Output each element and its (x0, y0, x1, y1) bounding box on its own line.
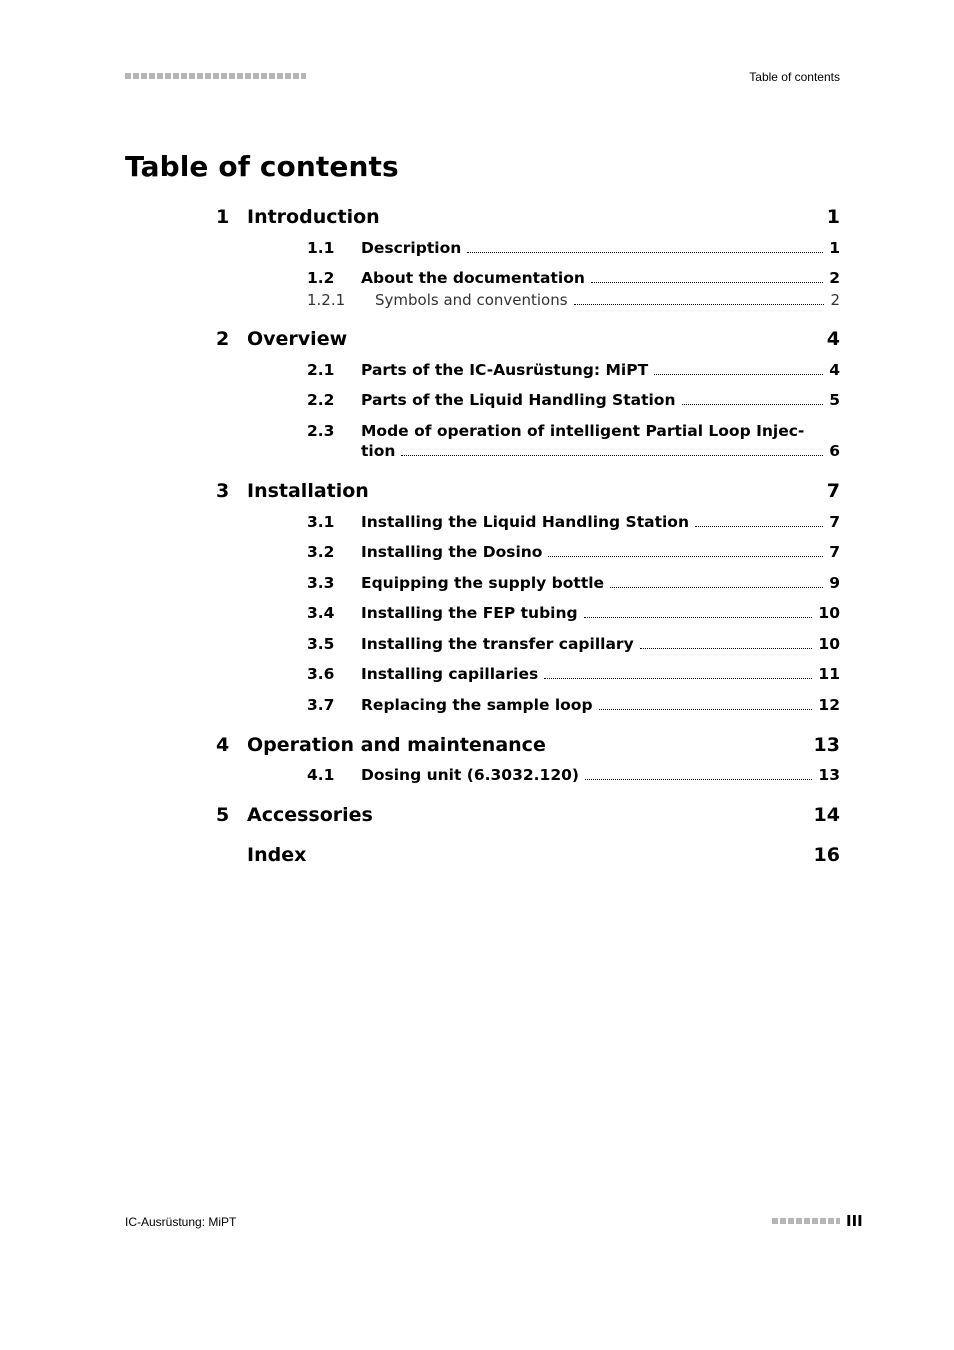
section-title: Dosing unit (6.3032.120) (361, 766, 579, 784)
section-number: 3.2 (307, 543, 335, 561)
section-title: Installing the Liquid Handling Station (361, 513, 689, 531)
header-decoration-squares (125, 73, 306, 80)
leader-dots (599, 708, 813, 710)
section-title: Replacing the sample loop (361, 696, 593, 714)
chapter-number: 1 (216, 206, 230, 228)
section-title: About the documentation (361, 269, 585, 287)
section-page: 11 (818, 665, 840, 683)
section-title: Parts of the IC-Ausrüstung: MiPT (361, 361, 649, 379)
chapter-title: Operation and maintenance (247, 734, 546, 756)
section-page: 12 (818, 696, 840, 714)
section-number: 3.4 (307, 604, 335, 622)
section-number: 1.1 (307, 239, 335, 257)
section-title: Installing the Dosino (361, 543, 543, 561)
section-number: 2.2 (307, 391, 335, 409)
chapter-page: 13 (813, 734, 840, 756)
leader-dots (695, 525, 823, 527)
chapter-title: Accessories (247, 804, 373, 826)
leader-dots (401, 454, 823, 456)
leader-dots (591, 281, 823, 283)
chapter-page: 1 (826, 206, 840, 228)
leader-dots (682, 403, 824, 405)
chapter-title: Installation (247, 480, 369, 502)
section-page: 4 (829, 361, 840, 379)
section-title-line-2: tion (361, 442, 396, 460)
chapter-page: 4 (826, 328, 840, 350)
section-title: Equipping the supply bottle (361, 574, 605, 592)
chapter-page: 7 (826, 480, 840, 502)
section-page: 7 (829, 513, 840, 531)
chapter-number: 4 (216, 734, 230, 756)
chapter-title: Introduction (247, 206, 380, 228)
section-title: Description (361, 239, 462, 257)
section-number: 4.1 (307, 766, 335, 784)
leader-dots (584, 616, 813, 618)
subsection-page: 2 (830, 291, 840, 309)
section-title: Installing capillaries (361, 665, 539, 683)
leader-dots (640, 647, 813, 649)
section-page: 9 (829, 574, 840, 592)
section-title-line-1: Mode of operation of intelligent Partial Loop Injec- (361, 422, 805, 440)
subsection-title: Symbols and conventions (375, 291, 568, 309)
chapter-page: 14 (813, 804, 840, 826)
section-number: 3.6 (307, 665, 335, 683)
section-number: 3.1 (307, 513, 335, 531)
section-number: 2.3 (307, 422, 335, 440)
footer-decoration-squares (772, 1218, 840, 1225)
section-number: 1.2 (307, 269, 335, 287)
leader-dots (467, 251, 823, 253)
section-title: Installing the transfer capillary (361, 635, 634, 653)
section-number: 3.5 (307, 635, 335, 653)
section-page: 10 (818, 604, 840, 622)
leader-dots (544, 677, 812, 679)
chapter-number: 2 (216, 328, 230, 350)
leader-dots (585, 778, 812, 780)
chapter-number: 5 (216, 804, 230, 826)
footer-document-name: IC-Ausrüstung: MiPT (125, 1215, 237, 1229)
section-title: Installing the FEP tubing (361, 604, 578, 622)
leader-dots (610, 586, 823, 588)
running-header-title: Table of contents (749, 70, 840, 84)
section-page: 6 (829, 442, 840, 460)
section-page: 2 (829, 269, 840, 287)
section-number: 2.1 (307, 361, 335, 379)
section-page: 7 (829, 543, 840, 561)
page-title: Table of contents (125, 150, 399, 183)
leader-dots (654, 373, 823, 375)
chapter-number: 3 (216, 480, 230, 502)
section-number: 3.3 (307, 574, 335, 592)
leader-dots (574, 303, 825, 305)
subsection-number: 1.2.1 (307, 291, 346, 309)
leader-dots (548, 555, 823, 557)
footer-page-number: III (846, 1212, 863, 1230)
section-title: Parts of the Liquid Handling Station (361, 391, 676, 409)
section-page: 13 (818, 766, 840, 784)
section-page: 10 (818, 635, 840, 653)
chapter-title: Index (247, 844, 307, 866)
chapter-page: 16 (813, 844, 840, 866)
section-page: 1 (829, 239, 840, 257)
chapter-title: Overview (247, 328, 348, 350)
section-page: 5 (829, 391, 840, 409)
section-number: 3.7 (307, 696, 335, 714)
